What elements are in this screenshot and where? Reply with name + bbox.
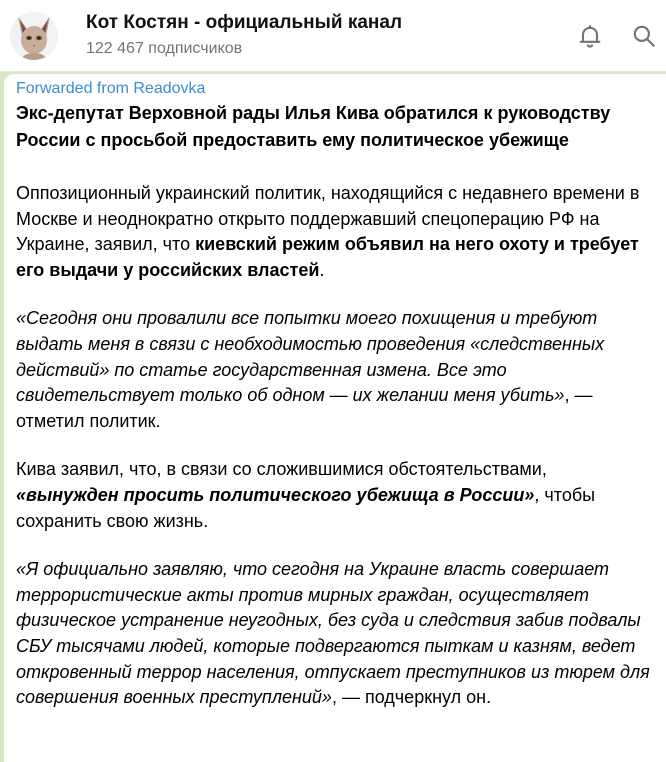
- paragraph-1: [16, 181, 654, 283]
- paragraph-1-text: Оппозиционный украинский политик, находящийся с недавнего времени в Москве и неоднократно открыто поддержавший спецоперацию РФ на Украине, заявил, что: [16, 183, 640, 255]
- channel-title[interactable]: Кот Костян - официальный канал: [86, 12, 403, 33]
- paragraph-2-quote: [16, 306, 654, 434]
- search-icon: [631, 23, 657, 49]
- paragraph-3: [16, 457, 654, 534]
- paragraph-4-text: , — подчеркнул он.: [331, 687, 492, 708]
- subscriber-count: 122 467 подписчиков: [86, 40, 243, 57]
- paragraph-4-quote: [16, 557, 654, 711]
- paragraph-1-bold: киевский режим объявил на него охоту и требует его выдачи у российских властей: [16, 234, 639, 280]
- paragraph-2-italic: «Сегодня они провалили все попытки моего похищения и требуют выдать меня в связи с необходимостью проведения «следственных действий» по статье государственная измена. Все это свидетельствует только об одном — их желании меня убить»: [16, 308, 605, 406]
- paragraph-1-end: .: [319, 259, 325, 280]
- message-bubble: [4, 74, 666, 762]
- paragraph-3-bold-italic: «вынужден просить политического убежища в России»: [16, 484, 535, 505]
- search-button[interactable]: [628, 20, 660, 52]
- paragraph-3-text: Кива заявил, что, в связи со сложившимися обстоятельствами,: [16, 459, 547, 480]
- paragraph-2-text: , — отметил политик.: [16, 385, 593, 431]
- forwarded-from-link[interactable]: Forwarded from Readovka: [16, 80, 206, 97]
- paragraph-4-italic: «Я официально заявляю, что сегодня на Украине власть совершает террористические акты против мирных граждан, осуществляет физическое устранение неугодных, без суда и следствия забив подвалы СБУ тысячами людей, которые подвергаются пыткам и казням, ведет откровенный террор населения, отпускает преступников из тюрем для совершения военных преступлений»: [16, 559, 650, 708]
- post-title: Экс-депутат Верховной рады Илья Кива обратился к руководству России с просьбой предоставить ему политическое убежище: [16, 103, 611, 150]
- notifications-button[interactable]: [574, 20, 606, 52]
- bell-icon: [576, 22, 604, 50]
- paragraph-3-end: , чтобы сохранить свою жизнь.: [16, 484, 596, 531]
- channel-header: [0, 0, 666, 72]
- sphynx-cat-avatar-icon[interactable]: [10, 12, 58, 60]
